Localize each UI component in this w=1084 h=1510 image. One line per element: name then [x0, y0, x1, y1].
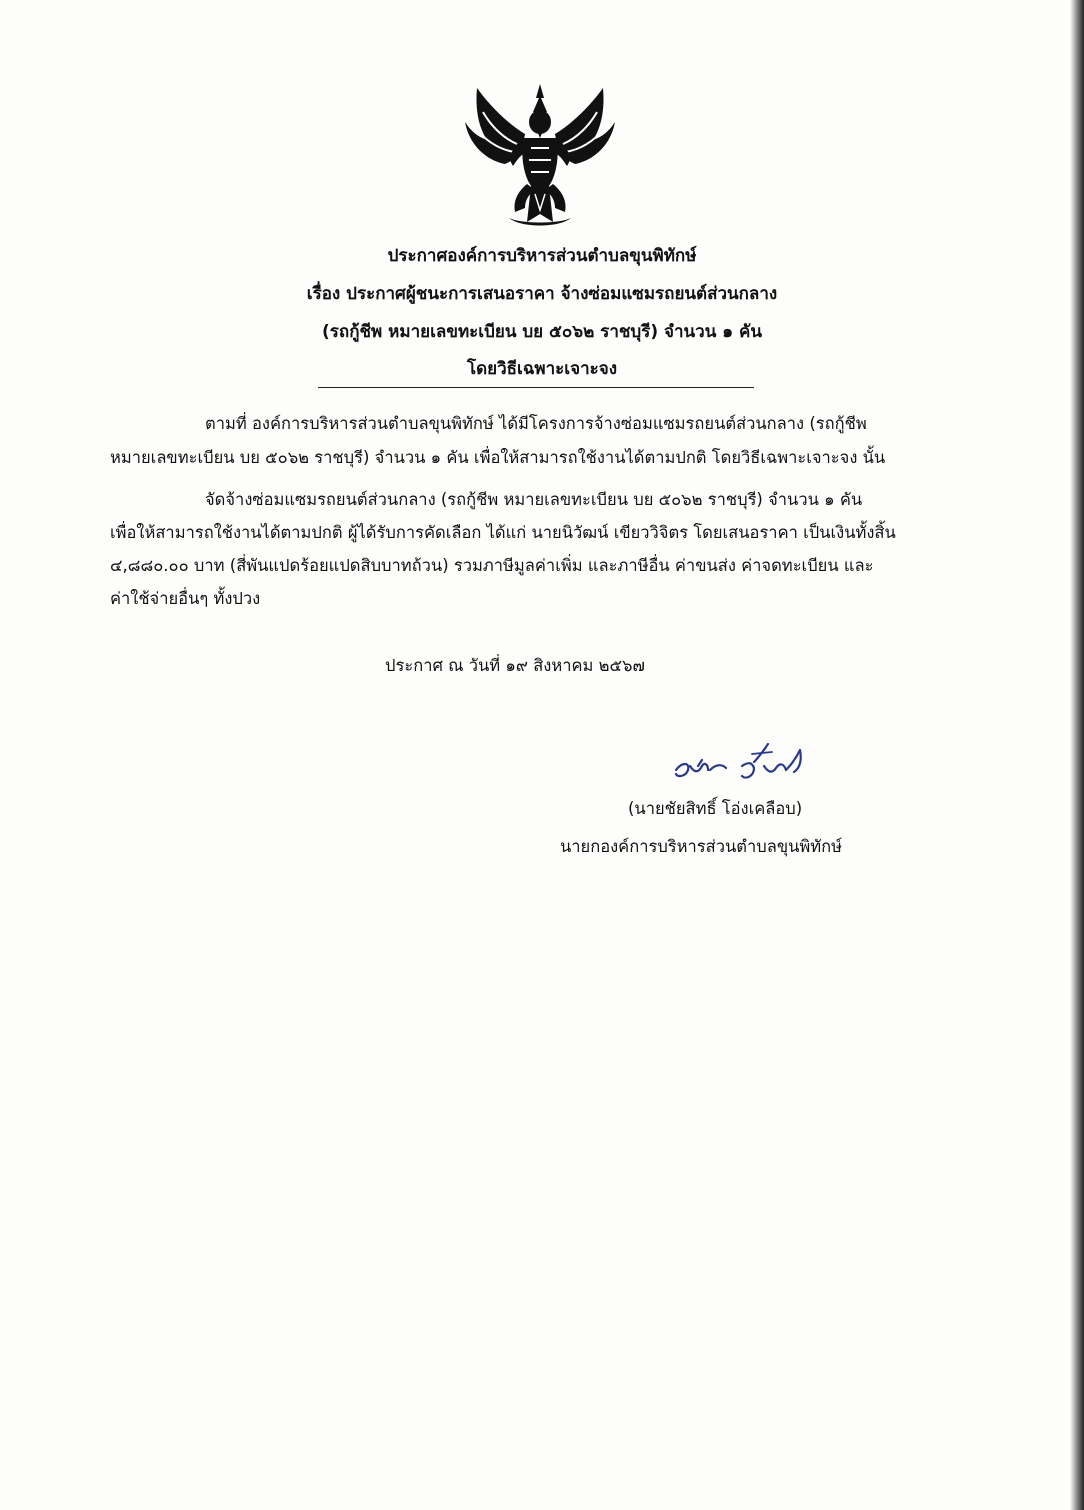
signatory-position: นายกองค์การบริหารส่วนตำบลขุนพิทักษ์	[560, 837, 843, 856]
title-organization: ประกาศองค์การบริหารส่วนตำบลขุนพิทักษ์	[387, 246, 697, 266]
handwritten-signature-icon	[668, 736, 818, 790]
paragraph-1-line-1: ตามที่ องค์การบริหารส่วนตำบลขุนพิทักษ์ ได้มีโครงการจ้างซ่อมแซมรถยนต์ส่วนกลาง (รถกู้ชีพ	[205, 414, 867, 433]
title-divider	[318, 387, 754, 388]
paragraph-2-line-2: เพื่อให้สามารถใช้งานได้ตามปกติ ผู้ได้รับการคัดเลือก ได้แก่ นายนิวัฒน์ เขียววิจิตร โดยเสนอราคา เป็นเงินทั้งสิ้น	[110, 523, 896, 542]
paragraph-2-line-1: จัดจ้างซ่อมแซมรถยนต์ส่วนกลาง (รถกู้ชีพ หมายเลขทะเบียน บย ๕๐๖๒ ราชบุรี) จำนวน ๑ คัน	[205, 490, 863, 509]
signatory-name: (นายชัยสิทธิ์ โอ่งเคลือบ)	[628, 799, 803, 818]
title-vehicle: (รถกู้ชีพ หมายเลขทะเบียน บย ๕๐๖๒ ราชบุรี) จำนวน ๑ คัน	[322, 322, 762, 342]
title-subject: เรื่อง ประกาศผู้ชนะการเสนอราคา จ้างซ่อมแซมรถยนต์ส่วนกลาง	[306, 284, 778, 304]
paragraph-2-line-3: ๔,๘๘๐.๐๐ บาท (สี่พันแปดร้อยแปดสิบบาทถ้วน) รวมภาษีมูลค่าเพิ่ม และภาษีอื่น ค่าขนส่ง ค่าจดทะเบียน และ	[110, 556, 874, 575]
title-method: โดยวิธีเฉพาะเจาะจง	[466, 359, 618, 379]
paragraph-1-line-2: หมายเลขทะเบียน บย ๕๐๖๒ ราชบุรี) จำนวน ๑ คัน เพื่อให้สามารถใช้งานได้ตามปกติ โดยวิธีเฉพาะเจาะจง นั้น	[110, 448, 886, 467]
page-edge-shadow	[1070, 0, 1084, 1510]
announcement-date: ประกาศ ณ วันที่ ๑๙ สิงหาคม ๒๕๖๗	[385, 656, 645, 675]
paragraph-2-line-4: ค่าใช้จ่ายอื่นๆ ทั้งปวง	[110, 589, 261, 608]
garuda-emblem-icon	[465, 82, 615, 230]
